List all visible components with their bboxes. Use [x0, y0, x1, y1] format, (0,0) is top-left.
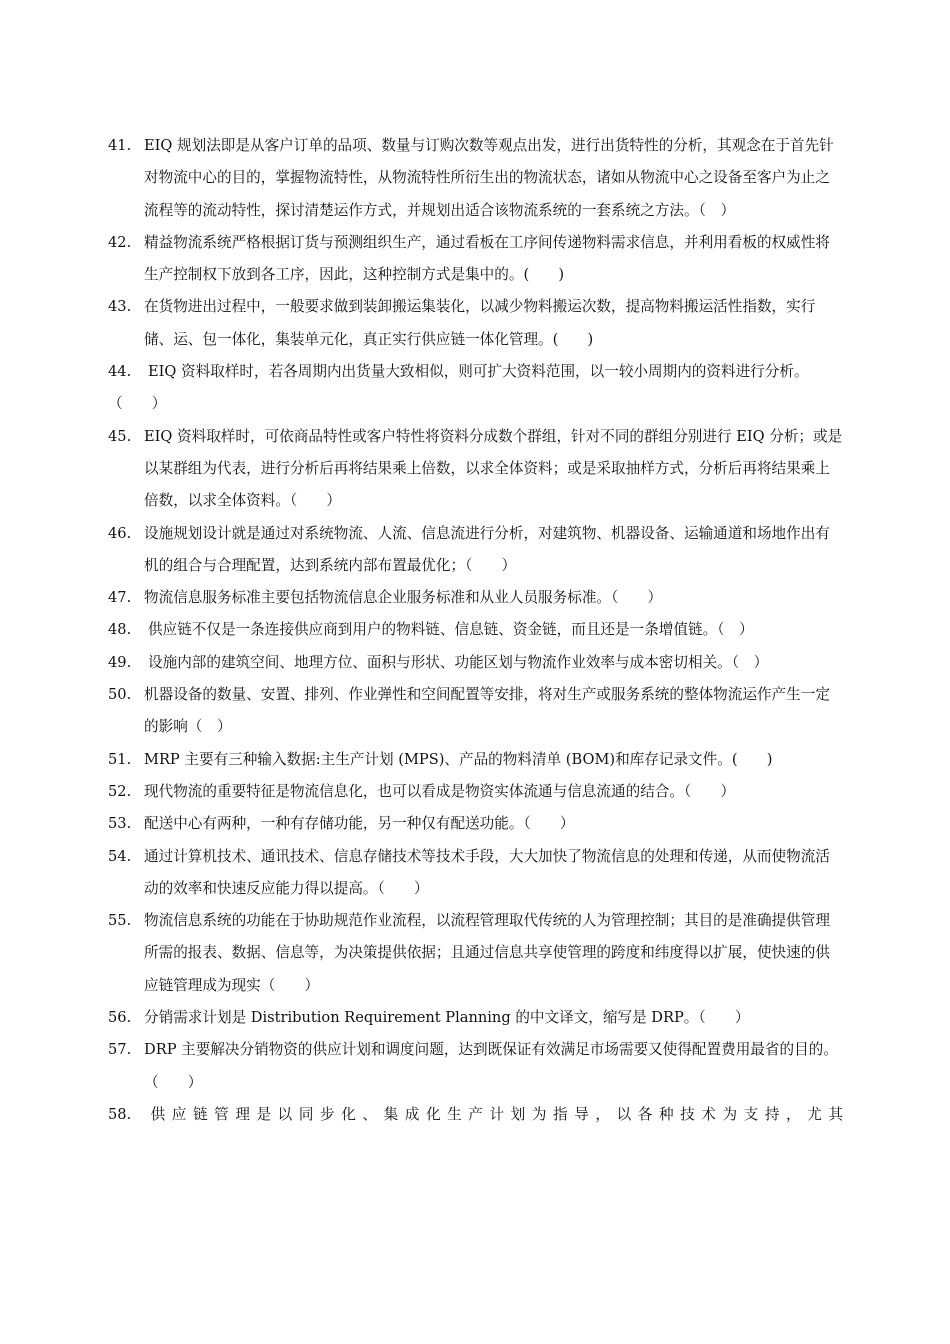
- question-text: 机器设备的数量、安置、排列、作业弹性和空间配置等安排，将对生产或服务系统的整体物流运作产生一定的影响（ ）: [144, 686, 830, 736]
- question-number: 53.: [108, 815, 132, 833]
- question-text: EIQ 资料取样时，可依商品特性或客户特性将资料分成数个群组，针对不同的群组分别进行 EIQ 分析；或是以某群组为代表，进行分析后再将结果乘上倍数，以求全体资料；或是采取抽样方式，分析后再将结果乘上倍数，以求全体资料。（ ）: [144, 427, 843, 510]
- question-46: [108, 518, 843, 583]
- question-number: 55.: [108, 912, 132, 930]
- question-text: 供应链不仅是一条连接供应商到用户的物料链、信息链、资金链，而且还是一条增值链。（ ）: [148, 621, 754, 639]
- question-number: 49.: [108, 653, 132, 671]
- question-number: 51.: [108, 750, 132, 768]
- question-text: 物流信息系统的功能在于协助规范作业流程，以流程管理取代传统的人为管理控制；其目的是准确提供管理所需的报表、数据、信息等，为决策提供依据；且通过信息共享使管理的跨度和纬度得以扩展，使快速的供应链管理成为现实（ ）: [144, 912, 830, 994]
- question-47: [108, 582, 843, 614]
- question-text: DRP 主要解决分销物资的供应计划和调度问题，达到既保证有效满足市场需要又使得配置费用最省的目的。（ ）: [144, 1041, 838, 1091]
- question-51: [108, 744, 843, 776]
- question-text: 在货物进出过程中，一般要求做到装卸搬运集装化，以减少物料搬运次数，提高物料搬运活性指数，实行储、运、包一体化，集装单元化，真正实行供应链一体化管理。( ): [144, 298, 816, 348]
- question-58: [108, 1099, 843, 1131]
- question-number: 58.: [108, 1105, 132, 1123]
- question-number: 52.: [108, 782, 132, 800]
- question-50: [108, 679, 843, 744]
- question-text: 精益物流系统严格根据订货与预测组织生产，通过看板在工序间传递物料需求信息，并利用看板的权威性将生产控制权下放到各工序，因此，这种控制方式是集中的。( ): [144, 233, 830, 284]
- question-56: [108, 1002, 843, 1034]
- question-57: [108, 1034, 843, 1099]
- question-text: 分销需求计划是 Distribution Requirement Planning 的中文译文，缩写是 DRP。（ ）: [144, 1009, 750, 1027]
- question-number: 46.: [108, 524, 132, 542]
- question-43: [108, 291, 843, 356]
- question-text: 现代物流的重要特征是物流信息化，也可以看成是物资实体流通与信息流通的结合。（ ）: [144, 782, 736, 800]
- question-text: 设施规划设计就是通过对系统物流、人流、信息流进行分析，对建筑物、机器设备、运输通道和场地作出有机的组合与合理配置，达到系统内部布置最优化；（ ）: [144, 524, 830, 574]
- question-55: [108, 905, 843, 1002]
- question-44: [108, 356, 843, 421]
- question-text: 通过计算机技术、通讯技术、信息存储技术等技术手段，大大加快了物流信息的处理和传递，从而使物流活动的效率和快速反应能力得以提高。（ ）: [144, 847, 830, 897]
- question-number: 44.: [108, 363, 132, 381]
- question-text: EIQ 规划法即是从客户订单的品项、数量与订购次数等观点出发，进行出货特性的分析，其观念在于首先针对物流中心的目的，掌握物流特性，从物流特性所衍生出的物流状态，诸如从物流中心之设备至客户为止之流程等的流动特性，探讨清楚运作方式，并规划出适合该物流系统的一套系统之方法。（ ）: [144, 137, 834, 219]
- question-text: EIQ 资料取样时，若各周期内出货量大致相似，则可扩大资料范围，以一较小周期内的资料进行分析。（ ）: [108, 363, 809, 413]
- question-53: [108, 808, 843, 840]
- question-number: 43.: [108, 298, 132, 316]
- question-number: 54.: [108, 847, 132, 865]
- question-text: 设施内部的建筑空间、地理方位、面积与形状、功能区划与物流作业效率与成本密切相关。（ ）: [148, 653, 769, 671]
- question-52: [108, 776, 843, 808]
- question-42: [108, 227, 843, 292]
- question-54: [108, 841, 843, 906]
- question-number: 50.: [108, 686, 132, 704]
- question-number: 48.: [108, 621, 132, 639]
- question-text: 物流信息服务标准主要包括物流信息企业服务标准和从业人员服务标准。（ ）: [144, 589, 663, 607]
- question-45: [108, 421, 843, 518]
- question-text: 配送中心有两种，一种有存储功能，另一种仅有配送功能。（ ）: [144, 815, 575, 833]
- question-41: [108, 130, 843, 227]
- question-number: 56.: [108, 1009, 132, 1027]
- question-number: 42.: [108, 233, 132, 251]
- question-list: [108, 130, 843, 1131]
- question-text: 供应链管理是以同步化、集成化生产计划为指导，以各种技术为支持，尤其: [144, 1105, 843, 1123]
- question-48: [108, 614, 843, 646]
- question-number: 45.: [108, 427, 132, 445]
- question-number: 57.: [108, 1041, 132, 1059]
- question-49: [108, 647, 843, 679]
- question-number: 47.: [108, 589, 132, 607]
- question-number: 41.: [108, 137, 132, 154]
- question-text: MRP 主要有三种输入数据:主生产计划 (MPS)、产品的物料清单 (BOM)和库存记录文件。( ): [144, 750, 773, 768]
